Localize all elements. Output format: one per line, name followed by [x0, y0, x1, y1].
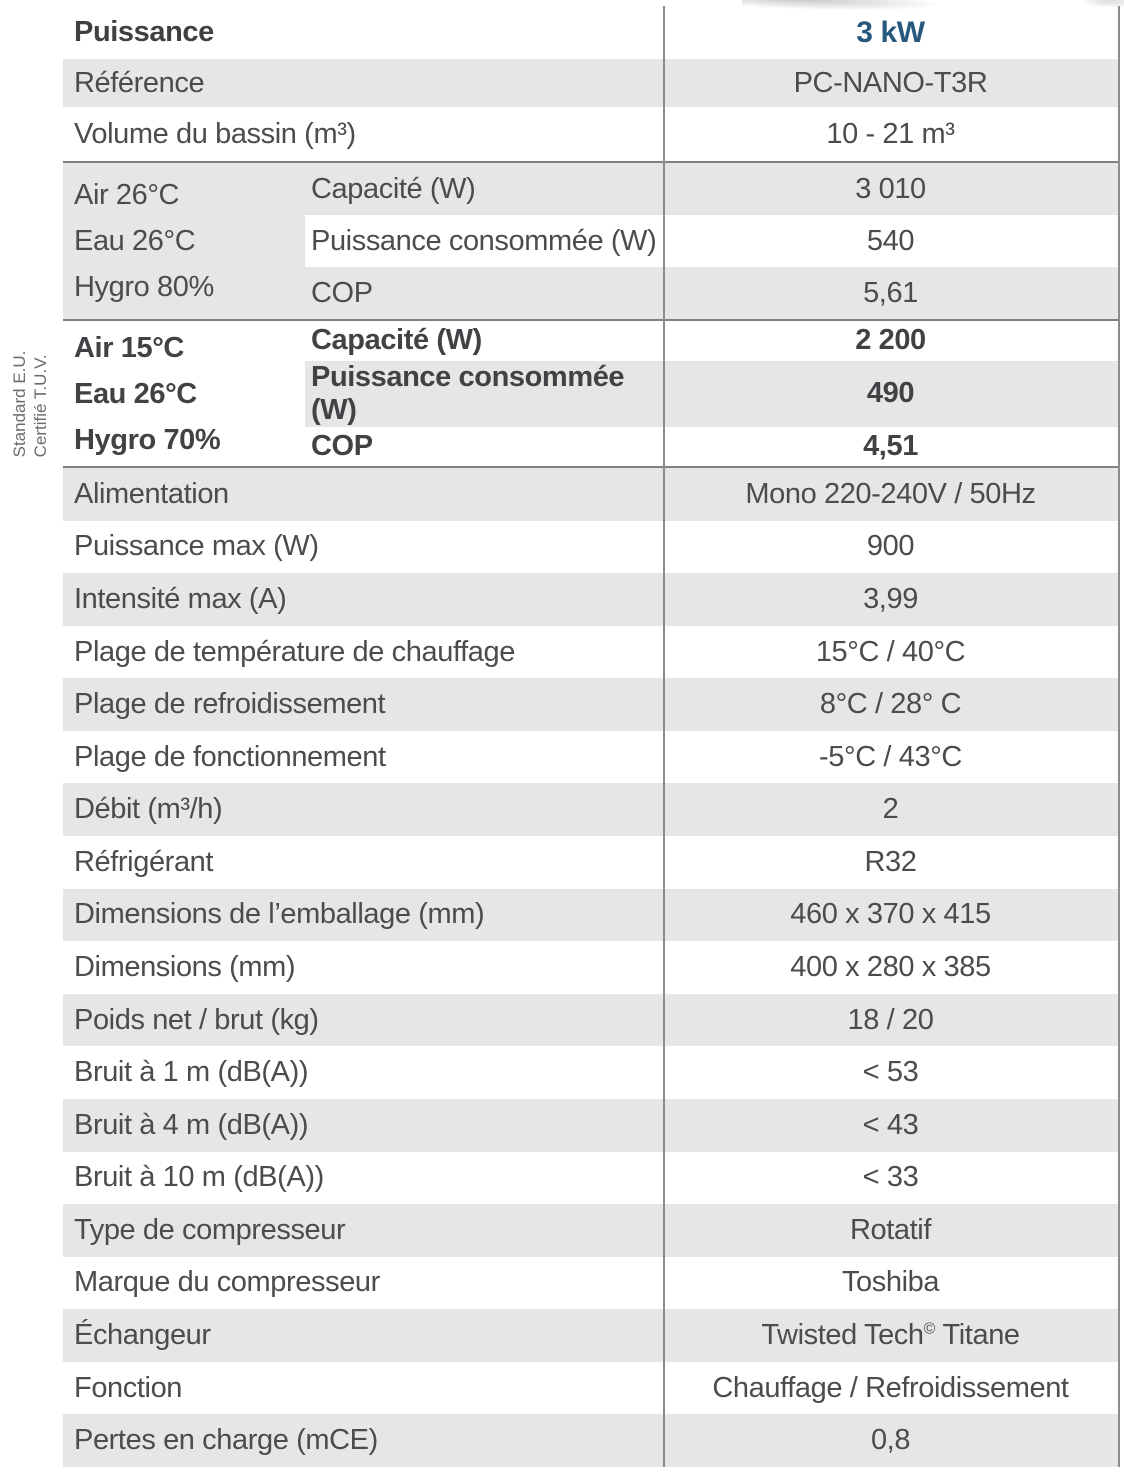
test-condition-group-air15 [63, 319, 1118, 466]
certification-note [9, 351, 51, 458]
spec-row-bruit-1m [63, 1046, 1118, 1099]
row-label: Capacité (W) [311, 172, 476, 205]
spec-row-dimensions-emballage [63, 889, 1118, 942]
condition-line: Hygro 70% [74, 423, 221, 456]
row-value: 0,8 [870, 1424, 911, 1457]
spec-row-plage-refroidissement [63, 678, 1118, 731]
row-label: Réfrigérant [74, 845, 214, 878]
test-condition-group-air26 [63, 161, 1118, 319]
row-label: Alimentation [74, 477, 229, 510]
row-label: Plage de fonctionnement [74, 740, 386, 773]
row-label: Dimensions de l’emballage (mm) [74, 898, 485, 931]
spec-row-plage-chauffage [63, 626, 1118, 679]
row-value: 10 - 21 m³ [826, 117, 955, 150]
row-value: 540 [866, 224, 915, 257]
spec-row-bruit-10m [63, 1152, 1118, 1205]
row-value: Mono 220-240V / 50Hz [745, 477, 1036, 510]
spec-row [305, 321, 1118, 361]
condition-line: Air 15°C [74, 331, 184, 364]
row-label: Puissance consommée (W) [311, 360, 625, 426]
spec-row-intensite-max [63, 573, 1118, 626]
row-value: < 43 [862, 1108, 919, 1141]
spec-row-bruit-4m [63, 1099, 1118, 1152]
spec-row [305, 267, 1118, 319]
row-value: 490 [866, 377, 915, 409]
row-label: Intensité max (A) [74, 582, 287, 615]
row-label: COP [311, 429, 373, 462]
condition-line: Air 26°C [74, 179, 180, 211]
value-text: Twisted Tech [761, 1319, 924, 1352]
condition-line: Eau 26°C [74, 225, 196, 257]
row-label: Plage de refroidissement [74, 688, 386, 721]
row-label: Fonction [74, 1371, 183, 1404]
spec-row-poids [63, 994, 1118, 1047]
row-label: Poids net / brut (kg) [74, 1003, 319, 1036]
row-value: < 53 [862, 1056, 919, 1089]
row-value: 3 010 [855, 172, 926, 205]
spec-row-volume [63, 107, 1118, 161]
row-value: PC-NANO-T3R [793, 66, 988, 99]
test-conditions [63, 163, 305, 319]
copyright-superscript: © [923, 1320, 936, 1338]
row-value: R32 [864, 845, 917, 878]
row-value: 460 x 370 x 415 [790, 898, 991, 931]
row-label: Puissance max (W) [74, 530, 319, 563]
row-value: 3,99 [863, 582, 918, 615]
spec-row [305, 361, 1118, 427]
row-label: Bruit à 4 m (dB(A)) [74, 1108, 309, 1141]
spec-table [63, 6, 1120, 1467]
spec-row [305, 163, 1118, 215]
certification-line-certifie: Certifié T.U.V. [31, 354, 50, 458]
row-label: Débit (m³/h) [74, 793, 223, 826]
row-label: Dimensions (mm) [74, 950, 296, 983]
general-spec-rows [63, 466, 1118, 1467]
spec-row [305, 215, 1118, 267]
spec-row-plage-fonctionnement [63, 731, 1118, 784]
row-value: 400 x 280 x 385 [790, 950, 991, 983]
row-label: Bruit à 1 m (dB(A)) [74, 1056, 309, 1089]
certification-line-standard: Standard E.U. [10, 350, 29, 458]
row-value: Chauffage / Refroidissement [712, 1371, 1069, 1404]
row-label: Pertes en charge (mCE) [74, 1424, 378, 1457]
header-label: Puissance [74, 16, 214, 48]
row-value: < 33 [862, 1161, 919, 1194]
spec-row-fonction [63, 1362, 1118, 1415]
power-rating-value: 3 kW [856, 15, 925, 49]
spec-row-debit [63, 783, 1118, 836]
spec-row-marque-compresseur [63, 1257, 1118, 1310]
condition-line: Hygro 80% [74, 271, 214, 303]
row-label: COP [311, 276, 373, 309]
spec-row-alimentation [63, 468, 1118, 521]
condition-line: Eau 26°C [74, 377, 197, 410]
row-value: 2 [882, 793, 899, 826]
row-value: 4,51 [863, 429, 918, 462]
spec-row-refrigerant [63, 836, 1118, 889]
spec-row-echangeur [63, 1309, 1118, 1362]
row-value: 2 200 [855, 324, 926, 357]
test-conditions [63, 321, 305, 466]
spec-row-reference [63, 59, 1118, 107]
row-label: Capacité (W) [311, 324, 482, 357]
row-label: Plage de température de chauffage [74, 635, 515, 668]
row-value: Rotatif [849, 1213, 931, 1246]
row-value: -5°C / 43°C [819, 740, 962, 773]
row-label: Échangeur [74, 1319, 211, 1352]
row-value: 5,61 [863, 276, 918, 309]
column-divider [663, 6, 665, 1467]
row-value: 8°C / 28° C [819, 688, 962, 721]
value-text: Titane [935, 1319, 1020, 1352]
row-value [663, 1319, 1118, 1352]
row-value: Toshiba [841, 1266, 940, 1299]
group-rows [305, 163, 1118, 319]
spec-row [305, 427, 1118, 467]
spec-row-pertes-charge [63, 1414, 1118, 1467]
spec-row-dimensions [63, 941, 1118, 994]
row-label: Bruit à 10 m (dB(A)) [74, 1161, 324, 1194]
row-label: Volume du bassin (m³) [74, 117, 356, 150]
spec-row-puissance-max [63, 521, 1118, 574]
spec-row-type-compresseur [63, 1204, 1118, 1257]
row-label: Puissance consommée (W) [311, 224, 657, 257]
header-row [63, 6, 1118, 59]
row-label: Référence [74, 66, 205, 99]
row-value: 900 [866, 530, 915, 563]
group-rows [305, 321, 1118, 466]
row-label: Marque du compresseur [74, 1266, 380, 1299]
row-value: 15°C / 40°C [815, 635, 966, 668]
row-value: 18 / 20 [847, 1003, 934, 1036]
row-label: Type de compresseur [74, 1213, 346, 1246]
